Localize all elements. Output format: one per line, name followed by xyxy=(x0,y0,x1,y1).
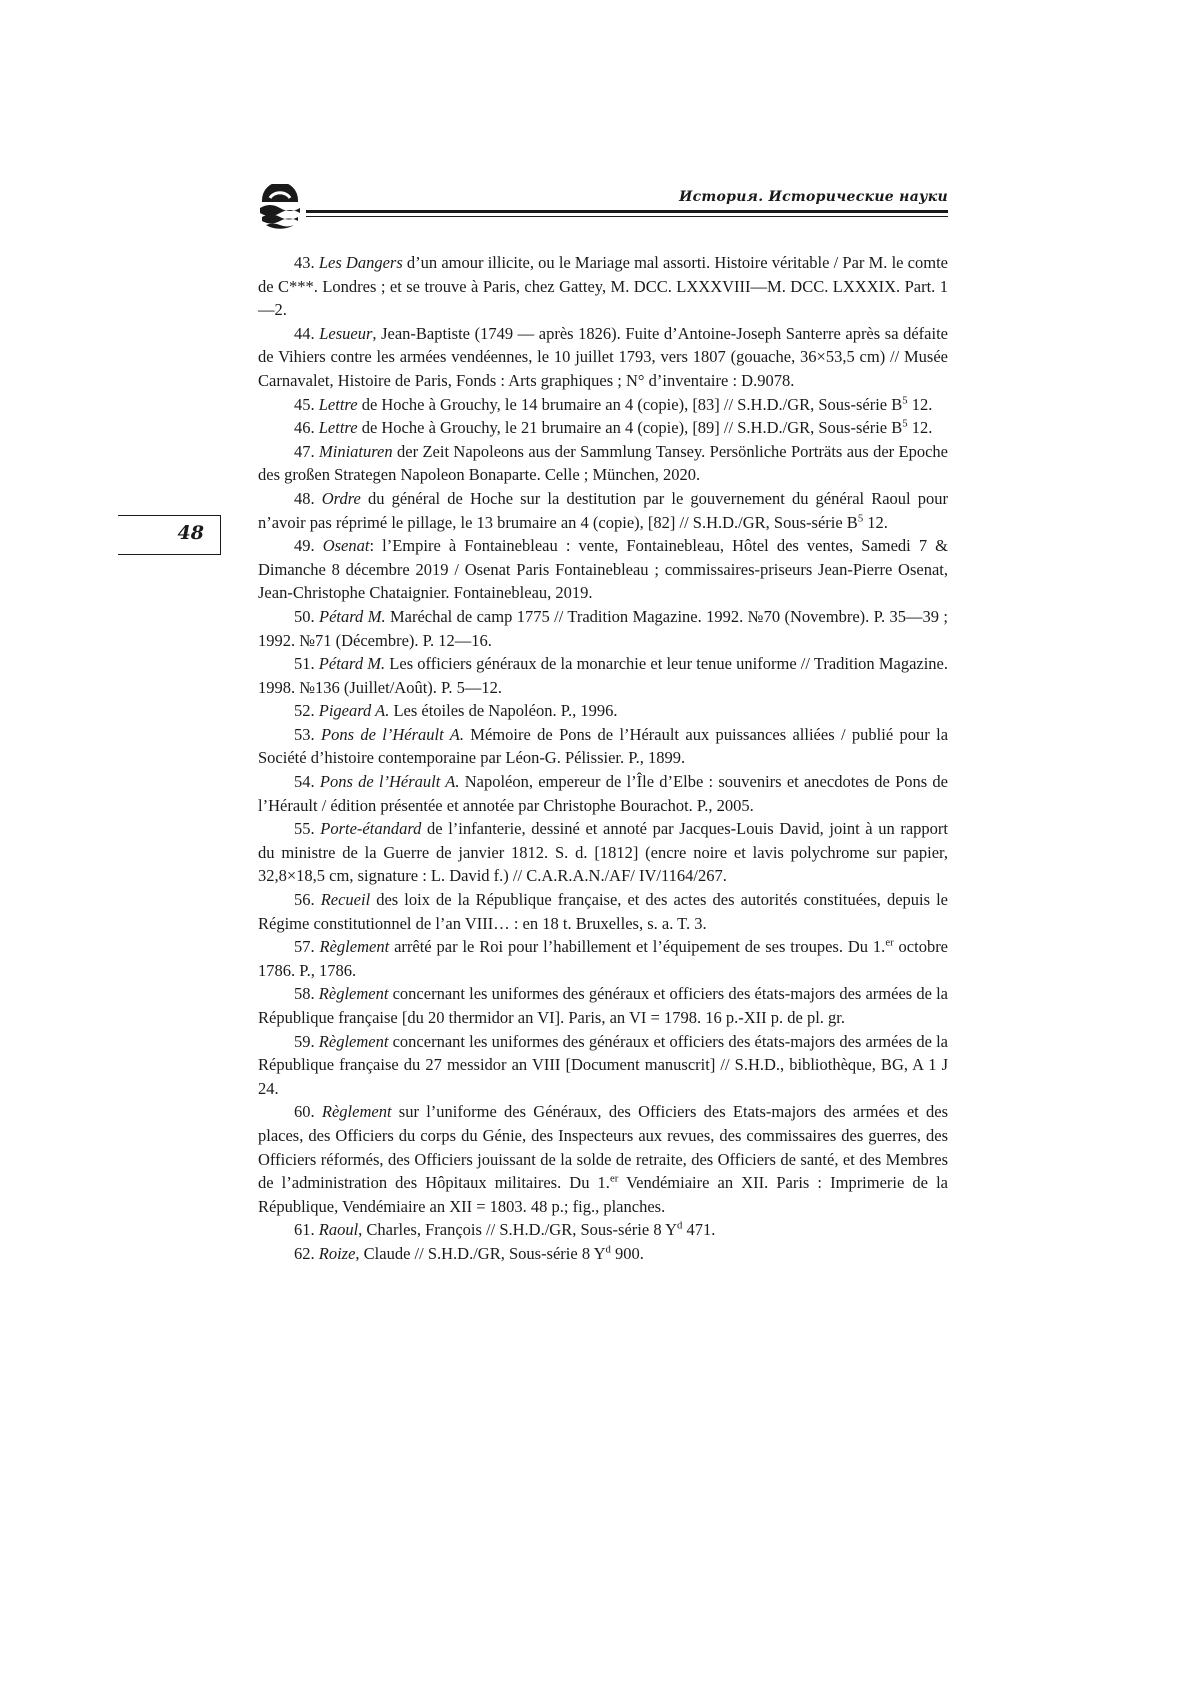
reference-lead: Pétard M. xyxy=(319,606,386,626)
reference-entry xyxy=(258,982,948,1029)
reference-text: de l’infanterie, dessiné et annoté par Jacques-Louis David, joint à un rapport du ministre de la Guerre de janvier 1812. S. d. [1812] (encre noire et lavis polychrome sur papier, 32,8×18,5 cm, signature : L. David f.) // C.A.R.A.N./AF/ IV/1164/267. xyxy=(258,819,949,886)
reference-entry xyxy=(258,1100,948,1218)
reference-tail: 12. xyxy=(907,418,933,438)
reference-superscript: er xyxy=(885,936,894,949)
reference-lead: Ordre xyxy=(321,488,361,508)
page-number: 48 xyxy=(177,522,204,544)
reference-number: 47. xyxy=(294,441,319,461)
reference-text: des loix de la République française, et des actes des autorités constituées, depuis le Régime constitutionnel de l’an VIII… : en 18 t. Bruxelles, s. a. T. 3. xyxy=(258,890,948,933)
reference-entry xyxy=(258,440,948,487)
reference-number: 56. xyxy=(294,890,321,910)
reference-lead: Lettre xyxy=(318,394,358,414)
reference-superscript: 5 xyxy=(902,417,908,430)
reference-tail: 12. xyxy=(863,512,888,532)
waves-logo-icon xyxy=(256,184,304,232)
reference-entry xyxy=(258,487,948,534)
reference-number: 50. xyxy=(294,606,320,626)
reference-entry xyxy=(258,652,948,699)
reference-lead: Pétard M. xyxy=(318,654,386,674)
reference-number: 54. xyxy=(294,772,320,792)
reference-list xyxy=(258,251,948,1266)
reference-entry xyxy=(258,935,948,982)
reference-text: , Claude // S.H.D./GR, Sous-série 8 Y xyxy=(355,1243,606,1263)
reference-entry xyxy=(258,1218,948,1242)
reference-entry xyxy=(258,534,948,605)
reference-entry xyxy=(258,322,948,393)
reference-lead: Pigeard A. xyxy=(318,701,390,721)
reference-text: de Hoche à Grouchy, le 14 brumaire an 4 (copie), [83] // S.H.D./GR, Sous-série B xyxy=(357,394,903,414)
reference-number: 61. xyxy=(294,1220,319,1240)
reference-text: Maréchal de camp 1775 // Tradition Magazine. 1992. №70 (Novembre). P. 35—39 ; 1992. №71 (Décembre). P. 12—16. xyxy=(258,606,948,650)
reference-superscript: er xyxy=(609,1172,619,1185)
reference-superscript: 5 xyxy=(857,512,864,525)
reference-tail: 900. xyxy=(610,1243,644,1263)
reference-number: 55. xyxy=(294,819,321,839)
reference-entry xyxy=(258,817,948,888)
reference-tail: 12. xyxy=(907,394,933,414)
reference-lead: Règlement xyxy=(318,1031,389,1051)
header-rule-thin xyxy=(306,216,948,217)
reference-lead: Les Dangers xyxy=(318,253,403,272)
reference-entry xyxy=(258,888,948,935)
reference-text: , Charles, François // S.H.D./GR, Sous-série 8 Y xyxy=(358,1220,677,1240)
reference-number: 48. xyxy=(294,488,322,508)
reference-text: arrêté par le Roi pour l’habillement et l’équipement de ses troupes. Du 1. xyxy=(389,937,886,957)
reference-entry xyxy=(258,393,948,417)
reference-lead: Règlement xyxy=(319,937,390,957)
reference-text: : l’Empire à Fontainebleau : vente, Fontainebleau, Hôtel des ventes, Samedi 7 & Dimanche 8 décembre 2019 / Osenat Paris Fontainebleau ; commissaires-priseurs Jean-Pierre Osenat, Jean-Christophe Chataignier. Fontainebleau, 2019. xyxy=(258,536,949,603)
reference-superscript: 5 xyxy=(902,394,908,407)
reference-lead: Règlement xyxy=(321,1102,392,1122)
reference-lead: Pons de l’Hérault A. xyxy=(320,724,464,744)
reference-lead: Lettre xyxy=(318,418,358,438)
reference-lead: Osenat xyxy=(322,536,370,556)
reference-tail: octobre 1786. P., 1786. xyxy=(258,937,949,980)
reference-text: sur l’uniforme des Généraux, des Officiers des Etats-majors des armées et des places, des Officiers du corps du Génie, des Inspecteurs aux revues, des commissaires des guerres, des Officiers réformés, des Officiers jouissant de la solde de retraite, des Officiers de santé, et des Membres de l’administration des Hôpitaux militaires. Du 1. xyxy=(258,1102,948,1193)
reference-lead: Recueil xyxy=(320,890,371,910)
reference-text: du général de Hoche sur la destitution par le gouvernement du général Raoul pour n’avoir pas réprimé le pillage, le 13 brumaire an 4 (copie), [82] // S.H.D./GR, Sous-série B xyxy=(258,488,948,532)
reference-lead: Lesueur xyxy=(319,323,373,343)
reference-lead: Raoul xyxy=(318,1220,359,1240)
reference-entry xyxy=(258,1242,948,1266)
reference-lead: Porte-étandard xyxy=(320,819,422,839)
reference-entry xyxy=(258,605,948,652)
reference-number: 44. xyxy=(294,323,320,343)
reference-entry xyxy=(258,251,948,322)
reference-number: 49. xyxy=(294,536,323,556)
reference-lead: Règlement xyxy=(318,984,389,1004)
reference-superscript: d xyxy=(605,1243,611,1256)
reference-text: de Hoche à Grouchy, le 21 brumaire an 4 (copie), [89] // S.H.D./GR, Sous-série B xyxy=(357,418,903,438)
reference-number: 51. xyxy=(294,654,319,674)
reference-number: 59. xyxy=(294,1031,319,1051)
reference-lead: Pons de l’Hérault A. xyxy=(319,772,460,792)
reference-text: Les officiers généraux de la monarchie et leur tenue uniforme // Tradition Magazine. 1998. №136 (Juillet/Août). P. 5—12. xyxy=(258,654,949,697)
reference-number: 46. xyxy=(294,418,319,438)
reference-lead: Miniaturen xyxy=(319,441,393,461)
reference-text: Napoléon, empereur de l’Île d’Elbe : souvenirs et anecdotes de Pons de l’Hérault / édition présentée et annotée par Christophe Bourachot. P., 2005. xyxy=(258,772,948,815)
reference-text: Les étoiles de Napoléon. P., 1996. xyxy=(389,701,618,721)
reference-entry xyxy=(258,723,948,770)
reference-entry xyxy=(258,416,948,440)
reference-superscript: d xyxy=(677,1219,683,1232)
reference-tail: 471. xyxy=(682,1220,716,1240)
header-rule-thick xyxy=(306,210,948,213)
running-header-title: История. Исторические науки xyxy=(679,189,948,205)
reference-number: 62. xyxy=(294,1243,319,1263)
reference-tail: Vendémiaire an XII. Paris : Imprimerie de la République, Vendémiaire an XII = 1803. 48 p.; fig., planches. xyxy=(258,1173,949,1216)
reference-lead: Roize xyxy=(318,1243,356,1263)
reference-text: , Jean-Baptiste (1749 — après 1826). Fuite d’Antoine-Joseph Santerre après sa défaite de Vihiers contre les armées vendéennes, le 10 juillet 1793, vers 1807 (gouache, 36×53,5 cm) // Musée Carnavalet, Histoire de Paris, Fonds : Arts graphiques ; N° d’inventaire : D.9078. xyxy=(258,323,948,390)
reference-entry xyxy=(258,699,948,723)
reference-number: 57. xyxy=(294,937,320,957)
reference-number: 53. xyxy=(294,724,321,744)
reference-number: 45. xyxy=(294,394,319,414)
reference-number: 60. xyxy=(294,1102,322,1122)
reference-text: der Zeit Napoleons aus der Sammlung Tansey. Persönliche Porträts aus der Epoche des großen Strategen Napoleon Bonaparte. Celle ; München, 2020. xyxy=(258,441,948,485)
reference-text: Mémoire de Pons de l’Hérault aux puissances alliées / publié pour la Société d’histoire contemporaine par Léon-G. Pélissier. P., 1899. xyxy=(258,724,949,768)
reference-text: concernant les uniformes des généraux et officiers des états-majors des armées de la République française du 27 messidor an VIII [Document manuscrit] // S.H.D., bibliothèque, BG, A 1 J 24. xyxy=(258,1031,949,1098)
reference-entry xyxy=(258,770,948,817)
reference-number: 52. xyxy=(294,701,319,721)
reference-number: 58. xyxy=(294,984,319,1004)
reference-entry xyxy=(258,1030,948,1101)
reference-text: d’un amour illicite, ou le Mariage mal assorti. Histoire véritable / Par M. le comte de C***. Londres ; et se trouve à Paris, chez Gattey, M. DCC. LXXXVIII—M. DCC. LXXXIX. Part. 1—2. xyxy=(258,253,948,320)
reference-number: 43. xyxy=(294,253,319,272)
reference-text: concernant les uniformes des généraux et officiers des états-majors des armées de la République française [du 20 thermidor an VI]. Paris, an VI = 1798. 16 p.-XII p. de pl. gr. xyxy=(258,984,949,1027)
